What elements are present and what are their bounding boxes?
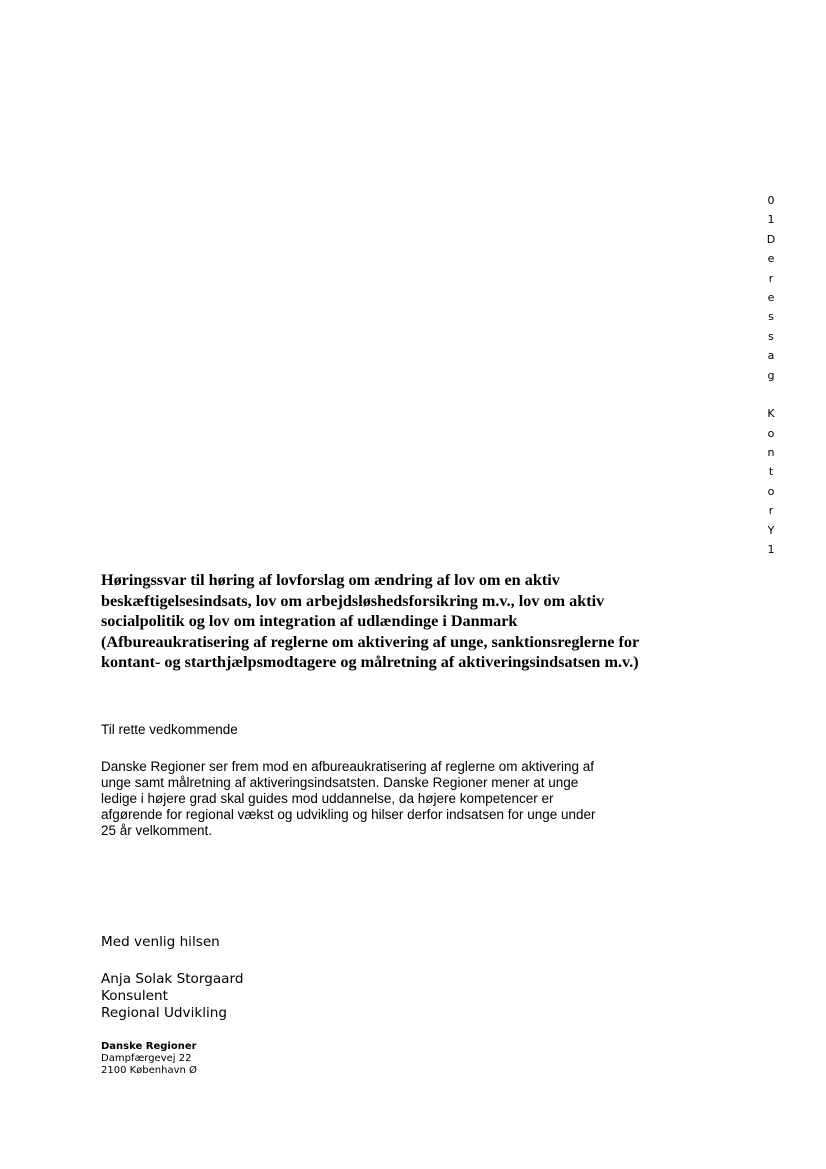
street-address: Dampfærgevej 22 <box>101 1053 192 1064</box>
body-paragraph <box>101 759 661 839</box>
body-line: unge samt målretning af aktiveringsindsatsten. Danske Regioner mener at unge <box>101 775 579 790</box>
reference-char: t <box>768 465 774 479</box>
reference-char: o <box>767 426 775 440</box>
body-line: Danske Regioner ser frem mod en afbureaukratisering af reglerne om aktivering af <box>101 759 594 774</box>
reference-char: 1 <box>767 213 775 227</box>
body-line: ledige i højere grad skal guides mod uddannelse, da højere kompetencer er <box>101 791 554 806</box>
reference-char: K <box>767 407 775 421</box>
reference-char: n <box>767 446 775 460</box>
reference-char: s <box>768 310 774 324</box>
salutation: Til rette vedkommende <box>101 722 238 737</box>
signer-name: Anja Solak Storgaard <box>101 971 244 987</box>
reference-char: g <box>767 368 775 382</box>
reference-char: o <box>767 484 775 498</box>
signature-block <box>101 971 243 1022</box>
reference-char: r <box>768 504 774 518</box>
organization-name: Danske Regioner <box>101 1041 197 1052</box>
reference-char: Y <box>767 523 775 537</box>
reference-char: 1 <box>767 543 775 557</box>
address-block <box>101 1041 197 1077</box>
reference-char: s <box>768 329 774 343</box>
document-title: Høringssvar til høring af lovforslag om ændring af lov om en aktiv beskæftigelsesindsats, lov om arbejdsløshedsforsikring m.v., lov om aktiv socialpolitik og lov om integration af udlændinge i Danmark (Afbureaukratisering af reglerne om aktivering af unge, sanktionsreglerne for kontant- og starthjælpsmodtagere og målretning af aktiveringsindsatsen m.v.) <box>101 571 639 672</box>
closing-phrase: Med venlig hilsen <box>101 934 220 950</box>
city-address: 2100 København Ø <box>101 1065 197 1076</box>
reference-char: e <box>767 290 775 304</box>
reference-char: a <box>767 349 775 363</box>
signer-department: Regional Udvikling <box>101 1005 228 1021</box>
vertical-reference-code <box>760 191 782 559</box>
reference-char <box>760 385 782 404</box>
reference-char: 0 <box>767 194 775 207</box>
reference-char: r <box>768 271 774 285</box>
signer-role: Konsulent <box>101 988 168 1004</box>
reference-char: e <box>767 252 775 266</box>
reference-char: D <box>766 232 776 246</box>
body-line: afgørende for regional vækst og udvikling og hilser derfor indsatsen for unge under <box>101 807 596 822</box>
body-line: 25 år velkomment. <box>101 823 213 838</box>
